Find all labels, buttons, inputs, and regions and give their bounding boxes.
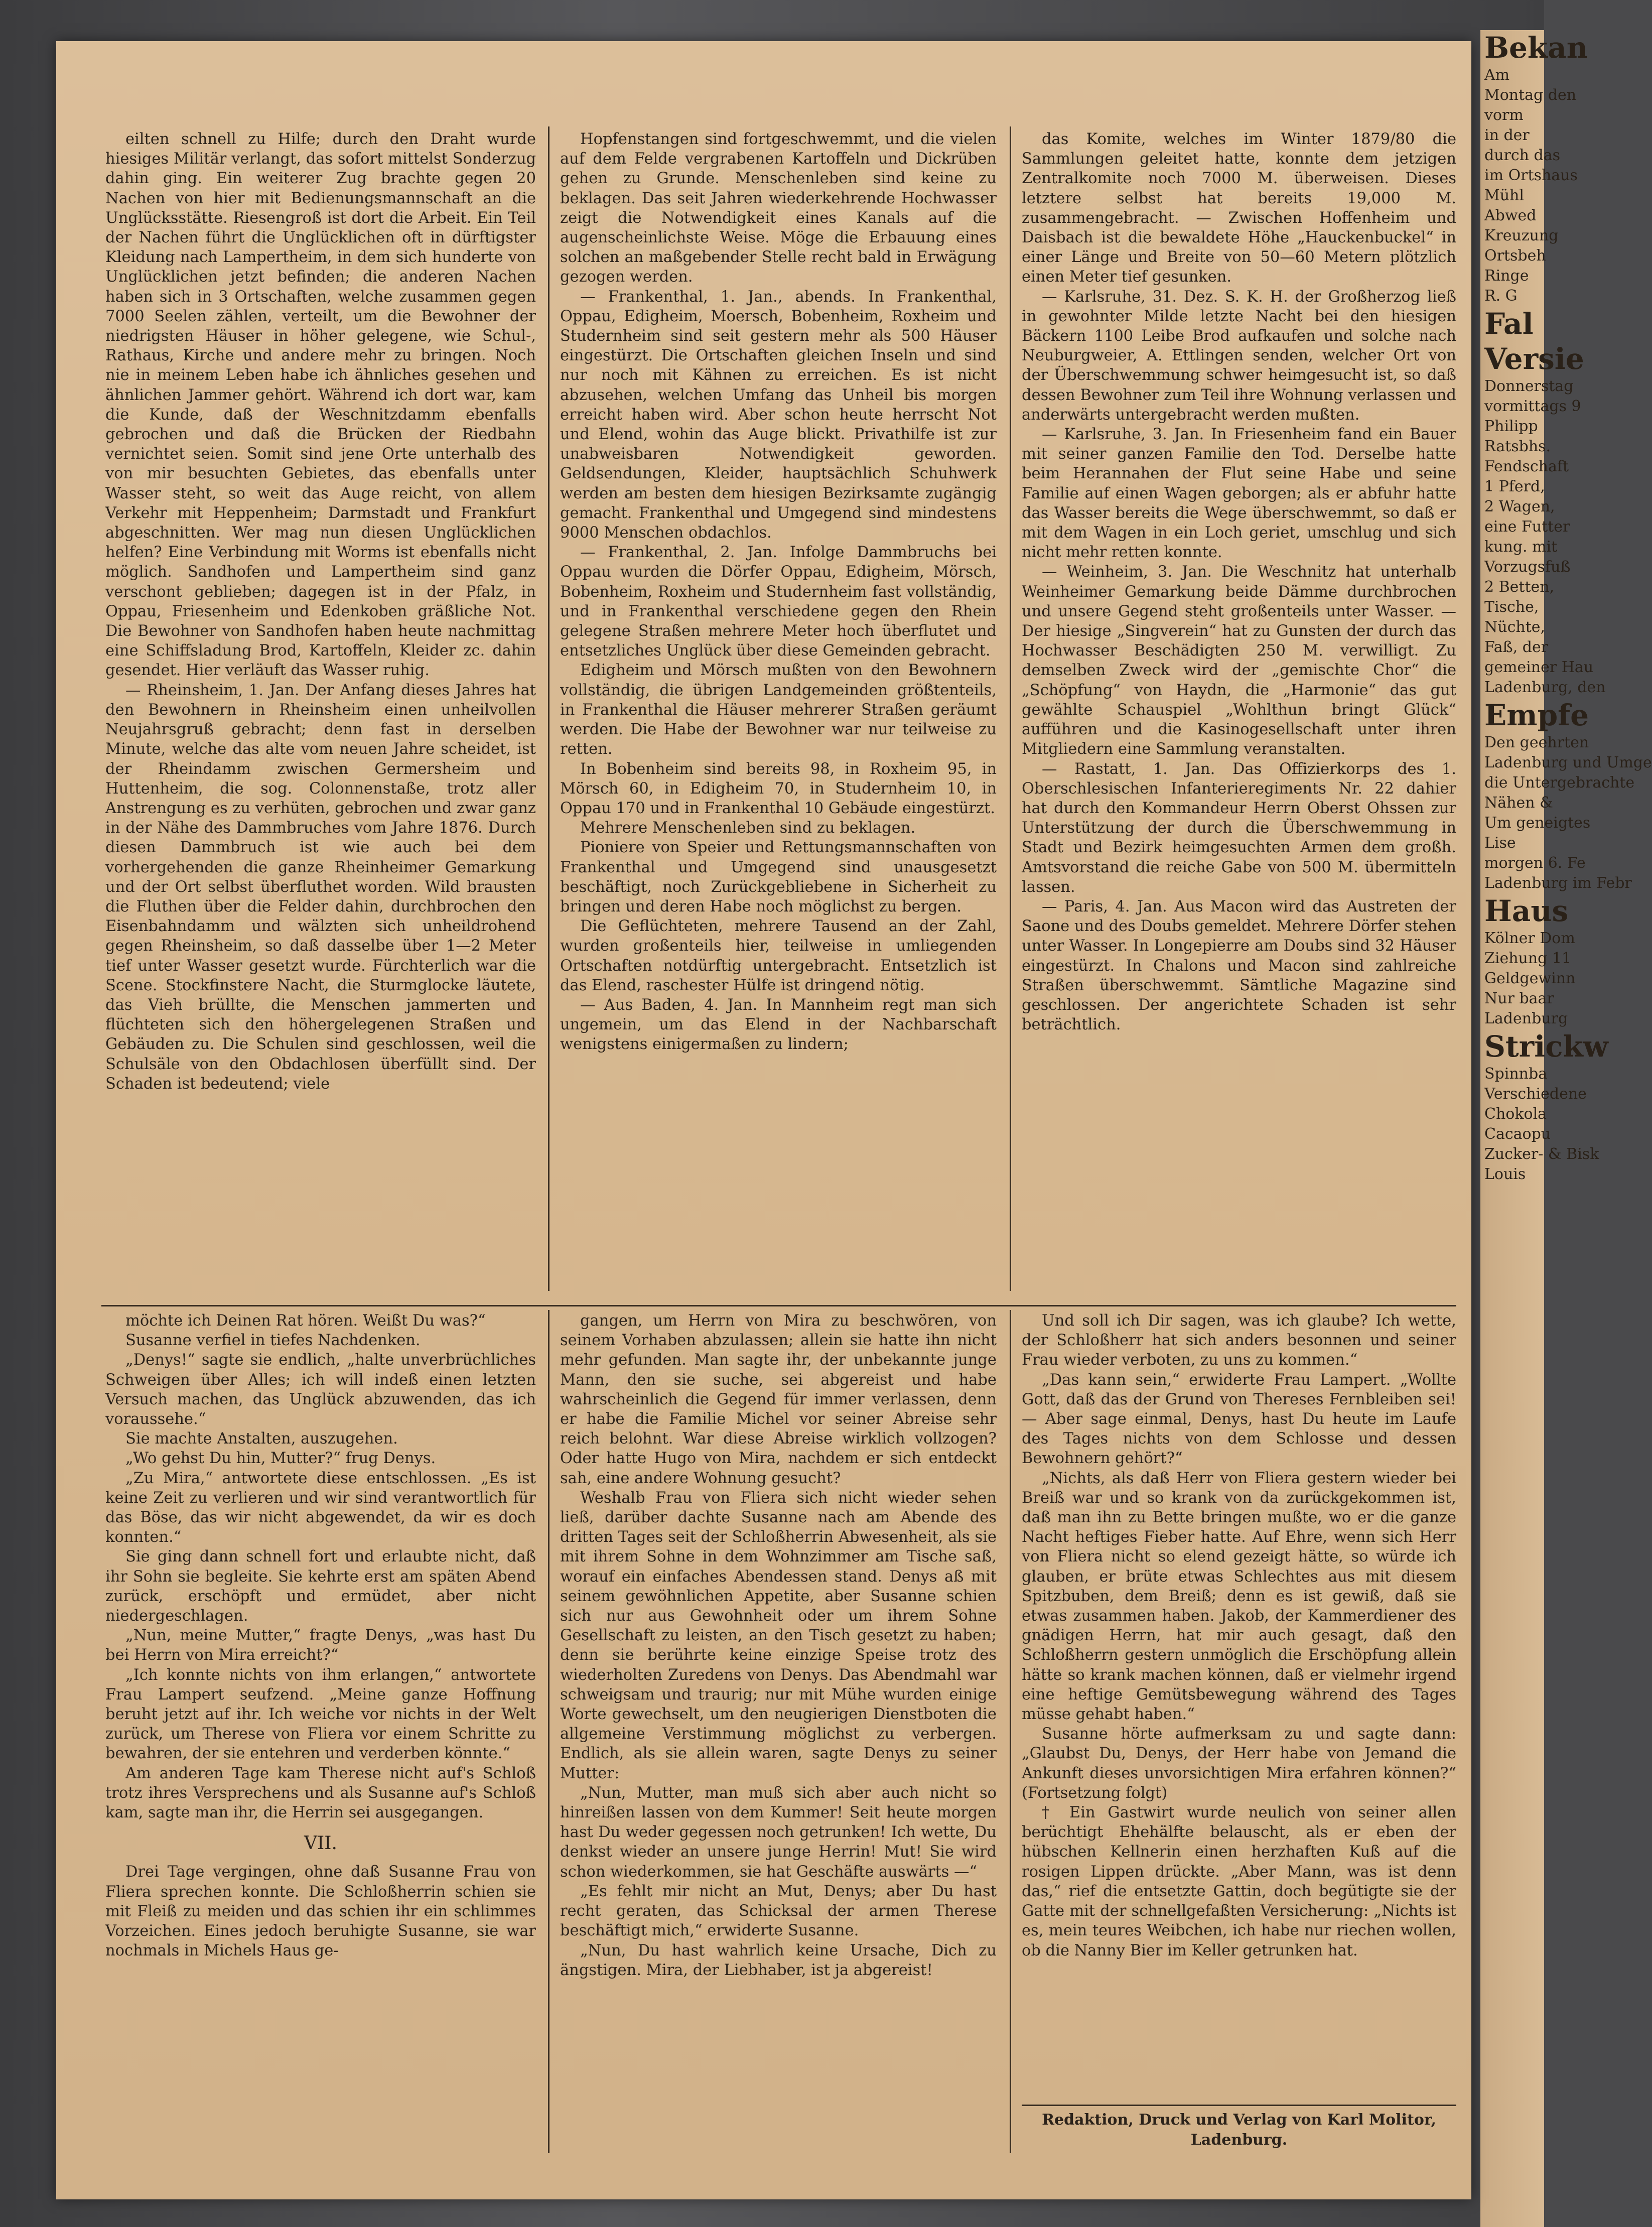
paragraph: Sie machte Anstalten, auszugehen. bbox=[125, 1430, 398, 1448]
neighbor-page-fragment: Geldgewinn bbox=[1484, 970, 1576, 987]
paragraph: Pioniere von Speier und Rettungsmannschaften von Frankenthal und Umgegend sind unausgesetzt beschäftigt, noch Zurückgebliebene in Sicherheit zu bringen und deren Habe noch möglichst zu bergen. bbox=[560, 839, 997, 915]
neighbor-page-fragment: 2 Betten, bbox=[1484, 578, 1555, 596]
neighbor-page-fragment: 1 Pferd, bbox=[1484, 478, 1545, 495]
paragraph: Hopfenstangen sind fortgeschwemmt, und die vielen auf dem Felde vergrabenen Kartoffeln und Dickrüben gehen zu Grunde. Menschenleben sind keine zu beklagen. Das seit Jahren wiederkehrende Hochwasser zeigt die Notwendigkeit eines Kanals auf die augenscheinlichste Weise. Möge die Erbauung eines solchen an maßgebender Stelle recht bald in Erwägung gezogen werden. bbox=[560, 130, 997, 286]
paragraph: — Frankenthal, 2. Jan. Infolge Dammbruchs bei Oppau wurden die Dörfer Oppau, Edigheim, Mörsch, Bobenheim, Roxheim und Studernheim fast vollständig, und in Frankenthal verschiedene gegen den Rhein gelegene Straßen mehrere Meter hoch überflutet und entsetzliches Unglück über diese Gemeinden gebracht. bbox=[560, 544, 997, 660]
neighbor-page-strip bbox=[1480, 30, 1652, 2227]
neighbor-page-fragment: Mühl bbox=[1484, 187, 1524, 204]
neighbor-page-fragment: Vorzugsfuß bbox=[1484, 558, 1571, 576]
paragraph: In Bobenheim sind bereits 98, in Roxheim 95, in Mörsch 60, in Edigheim 70, in Studernheim 10, in Oppau 170 und in Frankenthal 10 Gebäude eingestürzt. bbox=[560, 760, 997, 817]
neighbor-page-fragment: Um geneigtes bbox=[1484, 814, 1591, 832]
newspaper-page bbox=[56, 41, 1471, 2199]
neighbor-page-fragment: Nähen & bbox=[1484, 794, 1553, 812]
neighbor-page-fragment: Strickw bbox=[1484, 1029, 1608, 1064]
neighbor-page-fragment: gemeiner Hau bbox=[1484, 659, 1594, 676]
top-column-2 bbox=[560, 129, 997, 1295]
bottom-column-2 bbox=[560, 1311, 997, 2154]
neighbor-page-fragment: Abwed bbox=[1484, 207, 1537, 224]
neighbor-page-fragment: Faß, der bbox=[1484, 638, 1549, 656]
neighbor-page-fragment: Am bbox=[1484, 66, 1510, 84]
paragraph: das Komite, welches im Winter 1879/80 die Sammlungen geleitet hatte, konnte dem jetzigen Zentralkomite noch 7000 M. überweisen. Dieses letztere selbst hat bereits 19,000 M. zusammengebracht. — Zwischen Hoffenheim und Daisbach ist die bewaldete Höhe „Hauckenbuckel“ in einer Länge und Breite von 50—60 Metern plötzlich einen Meter tief gesunken. bbox=[1022, 130, 1456, 286]
neighbor-page-fragment: eine Futter bbox=[1484, 518, 1570, 536]
paragraph: Susanne verfiel in tiefes Nachdenken. bbox=[125, 1332, 421, 1350]
neighbor-page-fragment: im Ortshaus bbox=[1484, 167, 1578, 184]
paragraph: — Weinheim, 3. Jan. Die Weschnitz hat unterhalb Weinheimer Gemarkung beide Dämme durchbrochen und unsere Gegend steht großenteils unter Wasser. — Der hiesige „Singverein“ hat zu Gunsten der durch das Hochwasser Beschädigten 250 M. verwilligt. Zu demselben Zweck wird der „gemischte Chor“ die „Schöpfung“ von Haydn, die „Harmonie“ das gut gewählte Schauspiel „Wohlthun bringt Glück“ aufführen und die Kasinogesellschaft unter ihren Mitgliedern eine Sammlung veranstalten. bbox=[1022, 563, 1456, 758]
neighbor-page-fragment: Tische, bbox=[1484, 598, 1539, 616]
paragraph: Weshalb Frau von Fliera sich nicht wieder sehen ließ, darüber dachte Susanne nach am Abende des dritten Tages seit der Schloßherrin Abwesenheit, als sie mit ihrem Sohne in dem Wohnzimmer am Tische saß, worauf ein einfaches Abendessen stand. Denys aß mit seinem gewöhnlichen Appetite, aber Susanne schien sich nur aus Gewohnheit oder um ihrem Sohne Gesellschaft zu leisten, an den Tisch gesetzt zu haben; denn sie berührte keine einzige Speise trotz des wiederholten Zuredens von Denys. Das Abendmahl war schweigsam und traurig; nur mit Mühe wurden einige Worte gewechselt, um den neugierigen Dienstboten die allgemeine Verstimmung möglichst zu verbergen. Endlich, als sie allein waren, sagte Denys zu seiner Mutter: bbox=[560, 1489, 997, 1782]
neighbor-page-fragment: 2 Wagen, bbox=[1484, 498, 1555, 515]
paragraph: † Ein Gastwirt wurde neulich von seiner allen berüchtigt Ehehälfte belauscht, als er eben der hübschen Kellnerin einen herzhaften Kuß auf die rosigen Lippen drückte. „Aber Mann, was ist denn das,“ rief die entsetzte Gattin, doch begütigte sie der Gatte mit der schnellgefaßten Versicherung: „Nichts ist es, mein teures Weibchen, ich habe nur riechen wollen, ob die Nanny Bier im Keller getrunken hat. bbox=[1022, 1804, 1456, 1959]
paragraph: Mehrere Menschenleben sind zu beklagen. bbox=[580, 819, 916, 837]
paragraph: — Karlsruhe, 31. Dez. S. K. H. der Großherzog ließ in gewohnter Milde letzte Nacht bei den hiesigen Bäckern 1100 Leibe Brod aufkaufen und solche nach Neuburgweier, A. Ettlingen senden, welcher Ort von der Überschwemmung schwer heimgesucht ist, so daß dessen Bewohner zum Teil ihre Wohnung verlassen und anderwärts untergebracht werden mußten. bbox=[1022, 288, 1456, 424]
paragraph: Die Geflüchteten, mehrere Tausend an der Zahl, wurden großenteils hier, teilweise in umliegenden Ortschaften notdürftig untergebracht. Entsetzlich ist das Elend, raschester Hülfe ist dringend nötig. bbox=[560, 918, 997, 994]
neighbor-page-fragment: Lise bbox=[1484, 834, 1516, 852]
neighbor-page-fragment: Ladenburg bbox=[1484, 1010, 1568, 1027]
neighbor-page-fragment: Nüchte, bbox=[1484, 618, 1546, 636]
feuilleton-separator-rule bbox=[101, 1305, 1456, 1306]
paragraph: „Wo gehst Du hin, Mutter?“ frug Denys. bbox=[125, 1450, 436, 1468]
neighbor-page-fragment: Zucker- & Bisk bbox=[1484, 1145, 1599, 1163]
paragraph: Und soll ich Dir sagen, was ich glaube? Ich wette, der Schloßherr hat sich anders besonnen und seiner Frau wieder verboten, zu uns zu kommen.“ bbox=[1022, 1312, 1456, 1369]
imprint-line: Redaktion, Druck und Verlag von Karl Molitor, bbox=[1042, 2111, 1436, 2129]
paragraph: gangen, um Herrn von Mira zu beschwören, von seinem Vorhaben abzulassen; allein sie hatte ihn nicht mehr gefunden. Man sagte ihr, der unbekannte junge Mann, den sie suche, sei abgereist und habe wahrscheinlich die Gegend für immer verlassen, denn er habe die Familie Michel vor seiner Abreise sehr reich belohnt. War diese Abreise wirklich vollzogen? Oder hatte Hugo von Mira, nachdem er sich entdeckt sah, eine andere Wohnung gesucht? bbox=[560, 1312, 997, 1487]
neighbor-page-fragment: in der bbox=[1484, 126, 1530, 144]
neighbor-page-fragment: die Untergebrachte bbox=[1484, 774, 1635, 792]
neighbor-page-fragment: kung. mit bbox=[1484, 538, 1558, 556]
paragraph: möchte ich Deinen Rat hören. Weißt Du was?“ bbox=[125, 1312, 486, 1330]
paragraph: „Zu Mira,“ antwortete diese entschlossen. „Es ist keine Zeit zu verlieren und wir sind verantwortlich für das Böse, das wir nicht abgewendet, da wir es doch konnten.“ bbox=[105, 1469, 536, 1546]
paragraph: Am anderen Tage kam Therese nicht auf's Schloß trotz ihres Versprechens und als Susanne auf's Schloß kam, sagte man ihr, die Herrin sei ausgegangen. bbox=[105, 1764, 536, 1822]
neighbor-page-fragment: Cacaopu bbox=[1484, 1125, 1551, 1143]
imprint-place: Ladenburg. bbox=[1190, 2131, 1288, 2149]
paragraph: Sie ging dann schnell fort und erlaubte nicht, daß ihr Sohn sie begleite. Sie kehrte erst am späten Abend zurück, erschöpft und ermüdet, aber nicht niedergeschlagen. bbox=[105, 1548, 536, 1625]
neighbor-page-fragment: Kreuzung bbox=[1484, 227, 1559, 244]
neighbor-page-fragment: durch das bbox=[1484, 147, 1561, 164]
bottom-column-3 bbox=[1022, 1311, 1456, 2102]
paragraph: „Nun, Du hast wahrlich keine Ursache, Dich zu ängstigen. Mira, der Liebhaber, ist ja abgereist! bbox=[560, 1941, 997, 1979]
paragraph: Edigheim und Mörsch mußten von den Bewohnern vollständig, die übrigen Landgemeinden größtenteils, in Frankenthal die Häuser mehrerer Straßen geräumt werden. Die Habe der Bewohner war nur teilweise zu retten. bbox=[560, 662, 997, 758]
top-column-1 bbox=[105, 129, 536, 1295]
neighbor-page-fragment: Versie bbox=[1484, 342, 1584, 376]
paragraph: VII. bbox=[304, 1833, 337, 1854]
paragraph: „Nun, Mutter, man muß sich aber auch nicht so hinreißen lassen von dem Kummer! Seit heute morgen hast Du weder gegessen noch getrunken! Ich wette, Du denkst wieder an unsere junge Herrin! Mut! Sie wird schon wiederkommen, sie hat Geschäfte auswärts —“ bbox=[560, 1784, 997, 1881]
neighbor-page-fragment: Spinnba bbox=[1484, 1065, 1548, 1083]
paragraph: Susanne hörte aufmerksam zu und sagte dann: „Glaubst Du, Denys, der Herr habe von Jemand die Ankunft dieses unvorsichtigen Mira erfahren können?“ (Fortsetzung folgt) bbox=[1022, 1725, 1456, 1802]
paragraph: „Ich konnte nichts von ihm erlangen,“ antwortete Frau Lampert seufzend. „Meine ganze Hoffnung beruht jetzt auf ihr. Ich weiche vor nichts in der Welt zurück, um Therese von Fliera vor einem Schritte zu bewahren, der sie entehren und verderben könnte.“ bbox=[105, 1666, 536, 1763]
neighbor-page-fragment: morgen 6. Fe bbox=[1484, 854, 1586, 872]
neighbor-page-fragment: vorm bbox=[1484, 106, 1524, 124]
paragraph: „Nichts, als daß Herr von Fliera gestern wieder bei Breiß war und so krank von da zurückgekommen ist, daß man ihn zu Bette bringen mußte, wo er die ganze Nacht heftiges Fieber hatte. Auf Ehre, wenn sich Herr von Fliera nicht so elend gezeigt hätte, so würde ich glauben, er brüte etwas Schlechtes aus mit diesem Spitzbuben, dem Breiß; denn es ist gewiß, daß sie etwas zusammen haben. Jakob, der Kammerdiener des gnädigen Herrn, hat mir auch gesagt, daß den Schloßherrn gestern unmöglich die Erschöpfung allein hätte so krank machen können, daß er vielmehr irgend eine heftige Gemütsbewegung während des Tages müsse gehabt haben.“ bbox=[1022, 1469, 1456, 1724]
neighbor-page-fragment: Chokola bbox=[1484, 1105, 1547, 1123]
paragraph: — Karlsruhe, 3. Jan. In Friesenheim fand ein Bauer mit seiner ganzen Familie den Tod. Derselbe hatte beim Herannahen der Flut seine Habe und seine Familie auf einen Wagen geborgen; als er abfuhr hatte das Wasser bereits die Wege überschwemmt, so daß er mit dem Wagen in ein Loch geriet, umschlug und sich nicht mehr retten konnte. bbox=[1022, 426, 1456, 562]
paragraph: Drei Tage vergingen, ohne daß Susanne Frau von Fliera sprechen konnte. Die Schloßherrin schien sie mit Fleiß zu meiden und das schien ihr ein schlimmes Vorzeichen. Eines jedoch beruhigte Susanne, sie war nochmals in Michels Haus ge- bbox=[105, 1863, 536, 1960]
neighbor-page-fragment: Ladenburg im Febr bbox=[1484, 874, 1632, 892]
neighbor-page-fragment: Ladenburg, den bbox=[1484, 679, 1606, 696]
paragraph: „Das kann sein,“ erwiderte Frau Lampert. „Wollte Gott, daß das der Grund von Thereses Fernbleiben sei! — Aber sage einmal, Denys, hast Du heute im Laufe des Tages nichts von dem Schlosse und dessen Bewohnern gehört?“ bbox=[1022, 1371, 1456, 1468]
neighbor-page-fragment: Bekan bbox=[1484, 31, 1588, 65]
paragraph: — Rastatt, 1. Jan. Das Offizierkorps des 1. Oberschlesischen Infanterieregiments Nr. 22 dahier hat durch den Kommandeur Herrn Oberst Ohssen zur Unterstützung der durch die Überschwemmung in Stadt und Bezirk heimgesuchten Armen dem großh. Amtsvorstand die reiche Gabe von 500 M. übermitteln lassen. bbox=[1022, 760, 1456, 896]
paragraph: — Rheinsheim, 1. Jan. Der Anfang dieses Jahres hat den Bewohnern in Rheinsheim einen unheilvollen Neujahrsgruß gebracht; denn fast in derselben Minute, welche das alte vom neuen Jahre scheidet, ist der Rheindamm zwischen Germersheim und Huttenheim, die sog. Colonnenstaße, trotz aller Anstrengung es zu verhüten, gebrochen und zwar ganz in der Nähe des Dammbruches vom Jahre 1876. Durch diesen Dammbruch ist wie auch bei dem vorhergehenden die ganze Rheinheimer Gemarkung und der Ort selbst überfluthet worden. Wild brausten die Fluthen über die Felder dahin, durchbrochen den Eisenbahndamm und wälzten sich unheildrohend gegen Rheinsheim, so daß dasselbe über 1—2 Meter tief unter Wasser gesetzt wurde. Fürchterlich war die Scene. Stockfinstere Nacht, die Sturmglocke läutete, das Vieh brüllte, die Menschen jammerten und flüchteten sich den höhergelegenen Straßen und Gebäuden zu. Die Schulen sind geschlossen, weil die Schulsäle von den Obdachlosen überfüllt sind. Der Schaden ist bedeutend; viele bbox=[105, 681, 536, 1093]
neighbor-page-fragment: Nur baar bbox=[1484, 990, 1554, 1007]
paragraph: eilten schnell zu Hilfe; durch den Draht wurde hiesiges Militär verlangt, das sofort mittelst Sonderzug dahin ging. Ein weiterer Zug brachte gegen 20 Nachen von hier mit Bedienungsmannschaft an die Unglücksstätte. Riesengroß ist dort die Arbeit. Ein Teil der Nachen führt die Unglücklichen oft in dürftigster Kleidung nach Lampertheim, in dem sich hunderte von Unglücklichen jetzt befinden; die anderen Nachen haben sich in 3 Ortschaften, welche zusammen gegen 7000 Seelen zählen, verteilt, um die Bewohner der niedrigsten Häuser in höher gelegene, wie Schul-, Rathaus, Kirche und andere mehr zu bringen. Noch nie in meinem Leben habe ich ähnliches gesehen und ähnlichen Jammer gehört. Während ich dort war, kam die Kunde, daß der Weschnitzdamm ebenfalls gebrochen und daß die Brücken der Riedbahn vernichtet seien. Somit sind jene Orte unterhalb des von mir besuchten Gebietes, das ebenfalls unter Wasser steht, so weit das Auge reicht, von allem Verkehr mit Heppenheim; Darmstadt und Frankfurt abgeschnitten. Wer mag nun diesen Unglücklichen helfen? Eine Verbindung mit Worms ist ebenfalls nicht möglich. Sandhofen und Lampertheim sind ganz verschont geblieben; dagegen ist in der Pfalz, in Oppau, Friesenheim und Edenkoben gräßliche Not. Die Bewohner von Sandhofen haben heute nachmittag eine Schiffsladung Brod, Kartoffeln, Kleider zc. dahin gesendet. Hier verläuft das Wasser ruhig. bbox=[105, 130, 536, 680]
neighbor-page-fragment: Louis bbox=[1484, 1165, 1526, 1183]
neighbor-page-fragment: vormittags 9 bbox=[1484, 398, 1581, 415]
neighbor-page-fragment: Fal bbox=[1484, 307, 1534, 341]
neighbor-page-fragment: R. G bbox=[1484, 287, 1518, 305]
neighbor-page-fragment: Montag den bbox=[1484, 86, 1577, 104]
paragraph: „Es fehlt mir nicht an Mut, Denys; aber Du hast recht geraten, das Schicksal der armen Therese beschäftigt mich,“ erwiderte Susanne. bbox=[560, 1882, 997, 1940]
paragraph: — Paris, 4. Jan. Aus Macon wird das Austreten der Saone und des Doubs gemeldet. Mehrere Dörfer stehen unter Wasser. In Longepierre am Doubs sind 32 Häuser eingestürzt. In Chalons und Macon sind zahlreiche Straßen überschwemmt. Sämtliche Magazine sind geschlossen. Der angerichtete Schaden ist sehr beträchtlich. bbox=[1022, 897, 1456, 1034]
paragraph: „Nun, meine Mutter,“ fragte Denys, „was hast Du bei Herrn von Mira erreicht?“ bbox=[105, 1627, 536, 1664]
neighbor-page-fragment: Ortsbeh bbox=[1484, 247, 1546, 265]
paragraph: — Aus Baden, 4. Jan. In Mannheim regt man sich ungemein, um das Elend in der Nachbarschaft wenigstens einigermaßen zu lindern; bbox=[560, 996, 997, 1054]
top-column-3 bbox=[1022, 129, 1456, 1295]
neighbor-page-fragment: Donnerstag bbox=[1484, 377, 1574, 395]
bottom-column-1 bbox=[105, 1311, 536, 2154]
column-rule-top-2 bbox=[1010, 126, 1011, 1291]
neighbor-page-fragment: Ziehung 11 bbox=[1484, 950, 1572, 967]
neighbor-page-fragment: Ladenburg und Umge bbox=[1484, 754, 1652, 771]
neighbor-page-fragment: Ratsbhs. bbox=[1484, 438, 1551, 455]
neighbor-page-fragment: Kölner Dom bbox=[1484, 930, 1575, 947]
bottom-column-3-wrap bbox=[1022, 1311, 1456, 2164]
paragraph: — Frankenthal, 1. Jan., abends. In Frankenthal, Oppau, Edigheim, Moersch, Bobenheim, Roxheim und Studernheim sind seit gestern mehr als 500 Häuser eingestürzt. Die Ortschaften gleichen Inseln und sind nur noch mit Kähnen zu erreichen. Es ist nicht abzusehen, welchen Umfang das Unheil bis morgen erreicht haben wird. Aber schon heute herrscht Not und Elend, wohin das Auge blickt. Privathilfe ist zur unabweisbaren Notwendigkeit geworden. Geldsendungen, Kleider, hauptsächlich Schuhwerk werden am besten dem hiesigen Bezirksamte zugängig gemacht. Frankenthal und Umgegend sind mindestens 9000 Menschen obdachlos. bbox=[560, 288, 997, 542]
column-rule-top-1 bbox=[548, 126, 549, 1291]
neighbor-page-fragment: Ringe bbox=[1484, 267, 1529, 285]
neighbor-page-fragment: Den geehrten bbox=[1484, 734, 1589, 751]
neighbor-page-fragment: Haus bbox=[1484, 894, 1569, 928]
neighbor-page-fragment: Fendschaft bbox=[1484, 458, 1569, 475]
paragraph: „Denys!“ sagte sie endlich, „halte unverbrüchliches Schweigen über Alles; ich will indeß einen letzten Versuch machen, das Unglück abzuwenden, das ich voraussehe.“ bbox=[105, 1351, 536, 1428]
column-rule-bottom-2 bbox=[1010, 1310, 1011, 2153]
imprint-rule bbox=[1022, 2105, 1456, 2106]
column-rule-bottom-1 bbox=[548, 1310, 549, 2153]
neighbor-page-fragment: Empfe bbox=[1484, 698, 1589, 732]
neighbor-page-fragment: Verschiedene bbox=[1484, 1085, 1587, 1103]
neighbor-page-fragment: Philipp bbox=[1484, 418, 1538, 435]
